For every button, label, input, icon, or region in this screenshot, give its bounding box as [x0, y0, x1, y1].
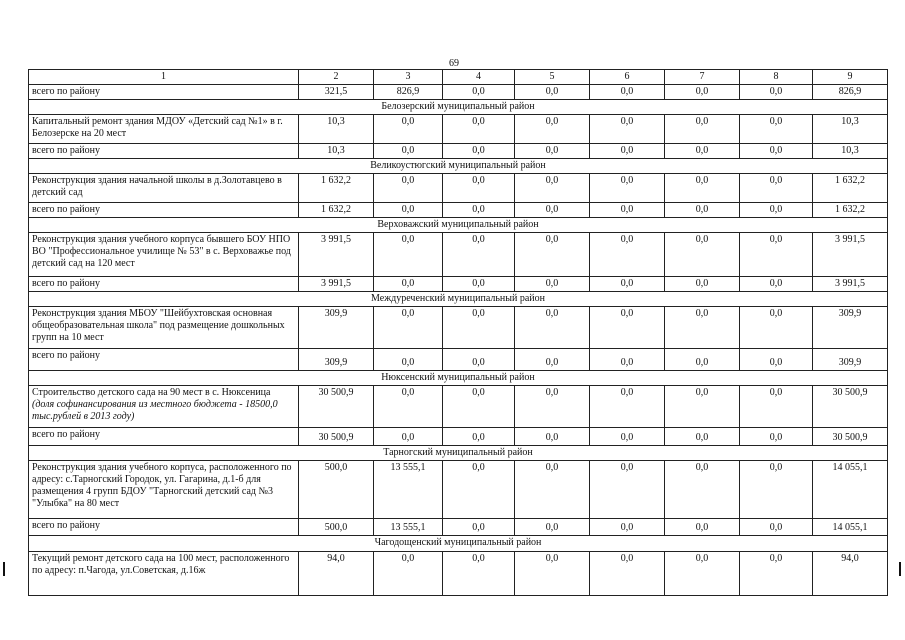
amount-cell-col-8: 0,0	[740, 386, 813, 428]
district-heading-row	[29, 536, 888, 552]
district-total-row	[29, 277, 888, 292]
project-description	[29, 552, 299, 596]
amount-cell-col-6: 0,0	[590, 552, 665, 596]
amount-cell-col-7: 0,0	[665, 349, 740, 371]
amount-cell-col-7: 0,0	[665, 307, 740, 349]
amount-cell-col-3: 0,0	[374, 144, 443, 159]
amount-cell-col-7: 0,0	[665, 203, 740, 218]
amount-cell-col-8: 0,0	[740, 519, 813, 536]
district-heading-row	[29, 218, 888, 233]
project-row	[29, 386, 888, 428]
amount-cell-col-8: 0,0	[740, 277, 813, 292]
column-number-header: 1	[29, 70, 299, 85]
amount-cell-col-2: 94,0	[299, 552, 374, 596]
amount-cell-col-4: 0,0	[443, 461, 515, 519]
amount-cell-col-2: 500,0	[299, 461, 374, 519]
amount-cell-col-4: 0,0	[443, 307, 515, 349]
amount-cell-col-7: 0,0	[665, 519, 740, 536]
amount-cell-col-2: 1 632,2	[299, 174, 374, 203]
amount-cell-col-5: 0,0	[515, 461, 590, 519]
description-text: Реконструкция здания МБОУ "Шейбухтовская основная общеобразовательная школа" под размещение дошкольных групп на 10 мест	[32, 308, 285, 343]
column-number-header: 7	[665, 70, 740, 85]
amount-cell-col-6: 0,0	[590, 386, 665, 428]
project-row	[29, 233, 888, 277]
amount-cell-col-9: 3 991,5	[813, 277, 888, 292]
amount-cell-col-4: 0,0	[443, 144, 515, 159]
column-number-header: 9	[813, 70, 888, 85]
total-label	[29, 203, 299, 218]
amount-cell-col-9: 1 632,2	[813, 203, 888, 218]
amount-cell-col-9: 30 500,9	[813, 386, 888, 428]
amount-cell-col-4: 0,0	[443, 174, 515, 203]
amount-cell-col-3: 0,0	[374, 552, 443, 596]
amount-cell-col-7: 0,0	[665, 461, 740, 519]
amount-cell-col-5: 0,0	[515, 85, 590, 100]
project-description	[29, 386, 299, 428]
amount-cell-col-3: 0,0	[374, 428, 443, 446]
project-description	[29, 307, 299, 349]
amount-cell-col-5: 0,0	[515, 233, 590, 277]
amount-cell-col-7: 0,0	[665, 85, 740, 100]
amount-cell-col-2: 30 500,9	[299, 386, 374, 428]
description-text: Реконструкция здания начальной школы в д.Золотавцево в детский сад	[32, 175, 282, 198]
amount-cell-col-8: 0,0	[740, 203, 813, 218]
amount-cell-col-7: 0,0	[665, 233, 740, 277]
amount-cell-col-3: 0,0	[374, 349, 443, 371]
amount-cell-col-9: 826,9	[813, 85, 888, 100]
page-number: 69	[449, 58, 459, 69]
amount-cell-col-7: 0,0	[665, 144, 740, 159]
description-text: Текущий ремонт детского сада на 100 мест, расположенного по адресу: п.Чагода, ул.Советская, д.16ж	[32, 553, 290, 576]
project-description	[29, 174, 299, 203]
total-label	[29, 428, 299, 446]
district-heading-row	[29, 159, 888, 174]
amount-cell-col-9: 14 055,1	[813, 461, 888, 519]
amount-cell-col-8: 0,0	[740, 233, 813, 277]
amount-cell-col-4: 0,0	[443, 386, 515, 428]
amount-cell-col-5: 0,0	[515, 386, 590, 428]
amount-cell-col-9: 309,9	[813, 307, 888, 349]
amount-cell-col-4: 0,0	[443, 115, 515, 144]
amount-cell-col-6: 0,0	[590, 461, 665, 519]
total-label	[29, 349, 299, 371]
description-text: всего по району	[32, 278, 101, 289]
amount-cell-col-4: 0,0	[443, 203, 515, 218]
amount-cell-col-9: 14 055,1	[813, 519, 888, 536]
description-text: всего по району	[32, 204, 101, 215]
amount-cell-col-2: 30 500,9	[299, 428, 374, 446]
district-name: Междуреченский муниципальный район	[29, 292, 888, 307]
amount-cell-col-9: 1 632,2	[813, 174, 888, 203]
amount-cell-col-3: 0,0	[374, 203, 443, 218]
district-name: Тарногский муниципальный район	[29, 446, 888, 461]
amount-cell-col-6: 0,0	[590, 307, 665, 349]
total-label	[29, 277, 299, 292]
amount-cell-col-4: 0,0	[443, 349, 515, 371]
total-label	[29, 144, 299, 159]
amount-cell-col-9: 10,3	[813, 115, 888, 144]
amount-cell-col-2: 309,9	[299, 349, 374, 371]
district-name: Верховажский муниципальный район	[29, 218, 888, 233]
amount-cell-col-6: 0,0	[590, 277, 665, 292]
amount-cell-col-2: 3 991,5	[299, 233, 374, 277]
amount-cell-col-2: 309,9	[299, 307, 374, 349]
amount-cell-col-6: 0,0	[590, 144, 665, 159]
description-text: Капитальный ремонт здания МДОУ «Детский сад №1» в г. Белозерске на 20 мест	[32, 116, 283, 139]
project-description	[29, 115, 299, 144]
amount-cell-col-2: 3 991,5	[299, 277, 374, 292]
district-total-row	[29, 85, 888, 100]
amount-cell-col-3: 13 555,1	[374, 461, 443, 519]
amount-cell-col-8: 0,0	[740, 552, 813, 596]
amount-cell-col-9: 94,0	[813, 552, 888, 596]
district-heading-row	[29, 100, 888, 115]
amount-cell-col-7: 0,0	[665, 552, 740, 596]
project-row	[29, 174, 888, 203]
amount-cell-col-6: 0,0	[590, 115, 665, 144]
description-text: всего по району	[32, 350, 101, 361]
district-heading-row	[29, 446, 888, 461]
amount-cell-col-3: 0,0	[374, 115, 443, 144]
column-number-header: 4	[443, 70, 515, 85]
column-number-row	[29, 70, 888, 85]
district-heading-row	[29, 292, 888, 307]
amount-cell-col-3: 0,0	[374, 386, 443, 428]
amount-cell-col-3: 0,0	[374, 233, 443, 277]
district-total-row	[29, 428, 888, 446]
amount-cell-col-6: 0,0	[590, 174, 665, 203]
amount-cell-col-3: 0,0	[374, 307, 443, 349]
amount-cell-col-5: 0,0	[515, 115, 590, 144]
amount-cell-col-8: 0,0	[740, 144, 813, 159]
amount-cell-col-6: 0,0	[590, 349, 665, 371]
description-text: всего по району	[32, 86, 101, 97]
amount-cell-col-9: 309,9	[813, 349, 888, 371]
amount-cell-col-2: 500,0	[299, 519, 374, 536]
amount-cell-col-5: 0,0	[515, 552, 590, 596]
left-margin-mark	[3, 562, 5, 576]
amount-cell-col-6: 0,0	[590, 85, 665, 100]
amount-cell-col-8: 0,0	[740, 115, 813, 144]
amount-cell-col-3: 0,0	[374, 174, 443, 203]
district-total-row	[29, 519, 888, 536]
amount-cell-col-4: 0,0	[443, 85, 515, 100]
amount-cell-col-5: 0,0	[515, 307, 590, 349]
amount-cell-col-4: 0,0	[443, 277, 515, 292]
amount-cell-col-8: 0,0	[740, 85, 813, 100]
amount-cell-col-5: 0,0	[515, 277, 590, 292]
amount-cell-col-5: 0,0	[515, 174, 590, 203]
district-total-row	[29, 203, 888, 218]
amount-cell-col-8: 0,0	[740, 428, 813, 446]
project-description	[29, 233, 299, 277]
amount-cell-col-5: 0,0	[515, 519, 590, 536]
amount-cell-col-6: 0,0	[590, 519, 665, 536]
amount-cell-col-6: 0,0	[590, 428, 665, 446]
project-row	[29, 307, 888, 349]
amount-cell-col-4: 0,0	[443, 233, 515, 277]
description-text: всего по району	[32, 429, 101, 440]
amount-cell-col-4: 0,0	[443, 519, 515, 536]
amount-cell-col-5: 0,0	[515, 144, 590, 159]
right-margin-mark	[899, 562, 901, 576]
amount-cell-col-2: 10,3	[299, 115, 374, 144]
district-total-row	[29, 349, 888, 371]
column-number-header: 5	[515, 70, 590, 85]
amount-cell-col-8: 0,0	[740, 461, 813, 519]
amount-cell-col-3: 826,9	[374, 85, 443, 100]
amount-cell-col-2: 10,3	[299, 144, 374, 159]
project-row	[29, 115, 888, 144]
total-label	[29, 85, 299, 100]
cofinancing-note: (доля софинансирования из местного бюджета - 18500,0 тыс.рублей в 2013 году)	[32, 399, 278, 422]
amount-cell-col-2: 1 632,2	[299, 203, 374, 218]
district-name: Чагодощенский муниципальный район	[29, 536, 888, 552]
amount-cell-col-4: 0,0	[443, 428, 515, 446]
amount-cell-col-9: 10,3	[813, 144, 888, 159]
district-name: Нюксенский муниципальный район	[29, 371, 888, 386]
amount-cell-col-8: 0,0	[740, 349, 813, 371]
description-text: Строительство детского сада на 90 мест в с. Нюксеница	[32, 387, 271, 398]
district-name: Великоустюгский муниципальный район	[29, 159, 888, 174]
amount-cell-col-8: 0,0	[740, 174, 813, 203]
amount-cell-col-5: 0,0	[515, 349, 590, 371]
description-text: Реконструкция здания учебного корпуса бывшего БОУ НПО ВО "Профессиональное училище № 53" в с. Верховажье под детский сад на 120 мест	[32, 234, 291, 269]
amount-cell-col-2: 321,5	[299, 85, 374, 100]
amount-cell-col-9: 30 500,9	[813, 428, 888, 446]
amount-cell-col-4: 0,0	[443, 552, 515, 596]
amount-cell-col-5: 0,0	[515, 203, 590, 218]
amount-cell-col-6: 0,0	[590, 233, 665, 277]
district-total-row	[29, 144, 888, 159]
amount-cell-col-9: 3 991,5	[813, 233, 888, 277]
column-number-header: 3	[374, 70, 443, 85]
amount-cell-col-3: 0,0	[374, 277, 443, 292]
amount-cell-col-7: 0,0	[665, 115, 740, 144]
budget-table	[28, 69, 888, 596]
amount-cell-col-7: 0,0	[665, 174, 740, 203]
district-name: Белозерский муниципальный район	[29, 100, 888, 115]
amount-cell-col-7: 0,0	[665, 428, 740, 446]
column-number-header: 6	[590, 70, 665, 85]
amount-cell-col-8: 0,0	[740, 307, 813, 349]
amount-cell-col-3: 13 555,1	[374, 519, 443, 536]
project-description	[29, 461, 299, 519]
total-label	[29, 519, 299, 536]
amount-cell-col-6: 0,0	[590, 203, 665, 218]
description-text: всего по району	[32, 145, 101, 156]
project-row	[29, 552, 888, 596]
district-heading-row	[29, 371, 888, 386]
amount-cell-col-7: 0,0	[665, 386, 740, 428]
column-number-header: 2	[299, 70, 374, 85]
amount-cell-col-7: 0,0	[665, 277, 740, 292]
column-number-header: 8	[740, 70, 813, 85]
project-row	[29, 461, 888, 519]
description-text: Реконструкция здания учебного корпуса, расположенного по адресу: с.Тарногский Городок, ул. Гагарина, д.1-б для размещения 4 групп БДОУ "Тарногский детский сад №3 "Улыбка" на 80 мест	[32, 462, 292, 509]
amount-cell-col-5: 0,0	[515, 428, 590, 446]
description-text: всего по району	[32, 520, 101, 531]
